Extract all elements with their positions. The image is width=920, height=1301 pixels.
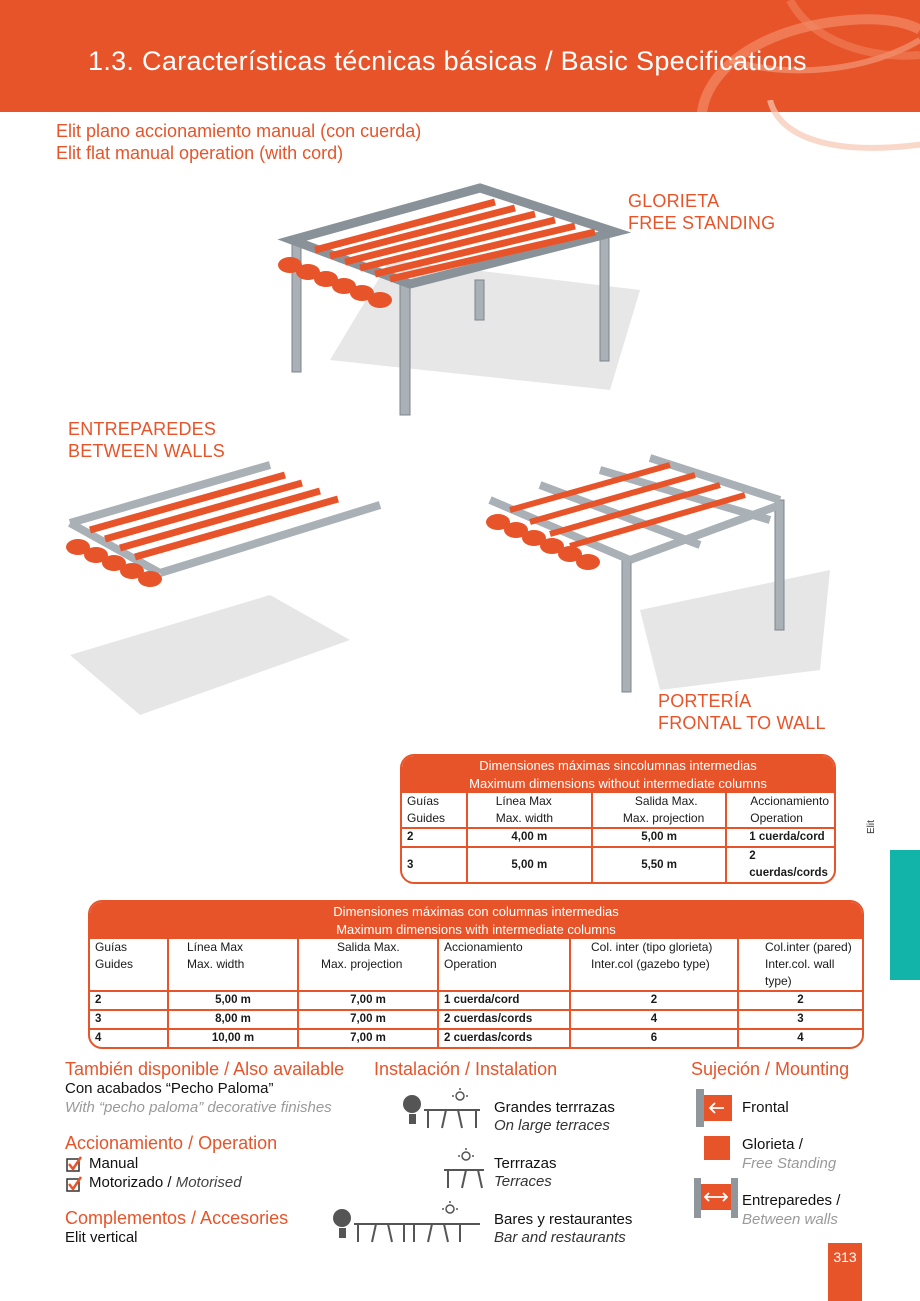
table2-caption-en: Maximum dimensions with intermediate columns: [336, 922, 616, 937]
table-cell: 7,00 m: [298, 1029, 438, 1047]
accessories-title: Complementos / Accesories: [65, 1208, 289, 1228]
installation-bars-es: Bares y restaurantes: [494, 1211, 633, 1228]
shadow: [70, 595, 350, 715]
table-cell: 1 cuerda/cord: [438, 991, 570, 1010]
installation-terrace-en: Terraces: [494, 1173, 552, 1190]
table-cell: 4: [797, 1032, 804, 1044]
operation-motor-en: Motorised: [175, 1174, 242, 1191]
pergola-free-standing-illustration: [270, 180, 650, 420]
table-cell: 2: [738, 991, 862, 1010]
table1-col-operation: Accionamiento Operation: [726, 793, 834, 828]
table-with-intermediate-columns: [88, 900, 864, 1049]
terrace-icon: [440, 1148, 490, 1192]
operation-title: Accionamiento / Operation: [65, 1133, 278, 1153]
label-frontal-es: PORTERÍA: [658, 691, 752, 711]
table-cell: 5,00 m: [592, 828, 726, 847]
accessories-item: Elit vertical: [65, 1229, 138, 1246]
table-cell: 2: [90, 991, 168, 1010]
table-without-intermediate-columns: [400, 754, 836, 884]
installation-large-en: On large terraces: [494, 1117, 610, 1134]
table2-col-width: Línea Max Max. width: [168, 939, 298, 991]
checkbox-checked-icon: [66, 1176, 82, 1192]
page-title: 1.3. Características técnicas básicas / Basic Specifications: [88, 46, 807, 76]
table1-header-row: [402, 793, 834, 828]
installation-large-es: Grandes terrrazas: [494, 1099, 615, 1116]
product-subtitle: [56, 120, 421, 164]
installation-terrace-es: Terrrazas: [494, 1155, 557, 1172]
table2-caption-es: Dimensiones máximas con columnas intermedias: [333, 904, 619, 919]
section-tab-label: Elit: [866, 820, 877, 834]
checkbox-checked-icon: [66, 1156, 82, 1172]
label-free-standing: [628, 190, 775, 234]
table-cell: 5,00 m: [467, 847, 592, 882]
table-cell: 2 cuerdas/cords: [749, 850, 828, 879]
label-frontal-en: FRONTAL TO WALL: [658, 713, 826, 733]
also-available-es: Con acabados “Pecho Paloma”: [65, 1080, 274, 1097]
table1-col-width: Línea Max Max. width: [467, 793, 592, 828]
table-cell: 2 cuerdas/cords: [438, 1010, 570, 1029]
table1-col-guides: Guías Guides: [402, 793, 467, 828]
table-cell: 2: [402, 828, 467, 847]
table2-col-guides: Guías Guides: [90, 939, 168, 991]
label-between-walls-en: BETWEEN WALLS: [68, 441, 225, 461]
table-cell: 1 cuerda/cord: [726, 828, 834, 847]
large-terrace-icon: [400, 1088, 490, 1132]
shadow: [330, 260, 640, 390]
pergola-frontal-illustration: [470, 450, 850, 700]
mounting-glorieta-en: Free Standing: [742, 1155, 837, 1172]
table-cell: 4: [90, 1029, 168, 1047]
operation-motorised: [89, 1174, 242, 1192]
table-cell: 7,00 m: [298, 1010, 438, 1029]
table-row: [90, 991, 862, 1010]
table-cell: 3: [402, 847, 467, 882]
free-standing-mount-icon: [704, 1136, 730, 1160]
mounting-entre-es: Entreparedes /: [742, 1192, 841, 1209]
table-cell: 10,00 m: [168, 1029, 298, 1047]
between-walls-mount-icon: [694, 1178, 738, 1218]
table1-caption-en: Maximum dimensions without intermediate columns: [469, 776, 767, 791]
table1-caption-es: Dimensiones máximas sincolumnas intermedias: [479, 758, 757, 773]
table-cell: 4: [570, 1010, 738, 1029]
also-available-en: With “pecho paloma” decorative finishes: [65, 1099, 332, 1116]
shadow: [640, 570, 830, 690]
mounting-frontal: Frontal: [742, 1099, 789, 1116]
table2-col-operation: Accionamiento Operation: [438, 939, 570, 991]
frontal-mount-icon: [696, 1089, 734, 1127]
table-cell: 6: [570, 1029, 738, 1047]
table-cell: 8,00 m: [168, 1010, 298, 1029]
label-free-standing-en: FREE STANDING: [628, 213, 776, 233]
section-tab: [890, 850, 920, 980]
operation-manual: Manual: [89, 1155, 139, 1172]
subtitle-en: Elit flat manual operation (with cord): [56, 143, 344, 163]
table-cell: 5,50 m: [592, 847, 726, 882]
mounting-entre-en: Between walls: [742, 1211, 838, 1228]
label-between-walls-es: ENTREPAREDES: [68, 419, 217, 439]
also-available-title: También disponible / Also available: [65, 1059, 345, 1079]
table-row: [90, 1010, 862, 1029]
subtitle-es: Elit plano accionamiento manual (con cuerda): [56, 121, 422, 141]
brand-swoosh-tail: [750, 100, 920, 200]
mounting-title: Sujeción / Mounting: [691, 1059, 850, 1079]
table-cell: 2: [570, 991, 738, 1010]
mounting-glorieta-es: Glorieta /: [742, 1136, 803, 1153]
table2-col-inter-wall: Col.inter (pared) Inter.col. wall type): [738, 939, 862, 991]
table-cell: 7,00 m: [298, 991, 438, 1010]
table-row: [402, 828, 834, 847]
table2-col-projection: Salida Max. Max. projection: [298, 939, 438, 991]
table-cell: 3: [90, 1010, 168, 1029]
page-header: [0, 0, 920, 112]
pergola-between-walls-illustration: [30, 455, 400, 725]
table2-col-inter-gazebo: Col. inter (tipo glorieta) Inter.col (gazebo type): [570, 939, 738, 991]
table2-header-row: [90, 939, 862, 991]
bars-restaurants-icon: [330, 1200, 490, 1246]
table-cell: 5,00 m: [168, 991, 298, 1010]
page-number: 313: [828, 1243, 862, 1301]
table1-caption: [402, 756, 834, 793]
installation-title: Instalación / Instalation: [374, 1059, 558, 1079]
installation-bars-en: Bar and restaurants: [494, 1229, 626, 1246]
table-row: [402, 847, 834, 882]
operation-motor-es: Motorizado /: [89, 1174, 172, 1191]
table-cell: 3: [738, 1010, 862, 1029]
label-free-standing-es: GLORIETA: [628, 191, 720, 211]
table2-caption: [90, 902, 862, 939]
table-cell: 2 cuerdas/cords: [438, 1029, 570, 1047]
table1-col-projection: Salida Max. Max. projection: [592, 793, 726, 828]
table-row: [90, 1029, 862, 1047]
table-cell: 4,00 m: [467, 828, 592, 847]
